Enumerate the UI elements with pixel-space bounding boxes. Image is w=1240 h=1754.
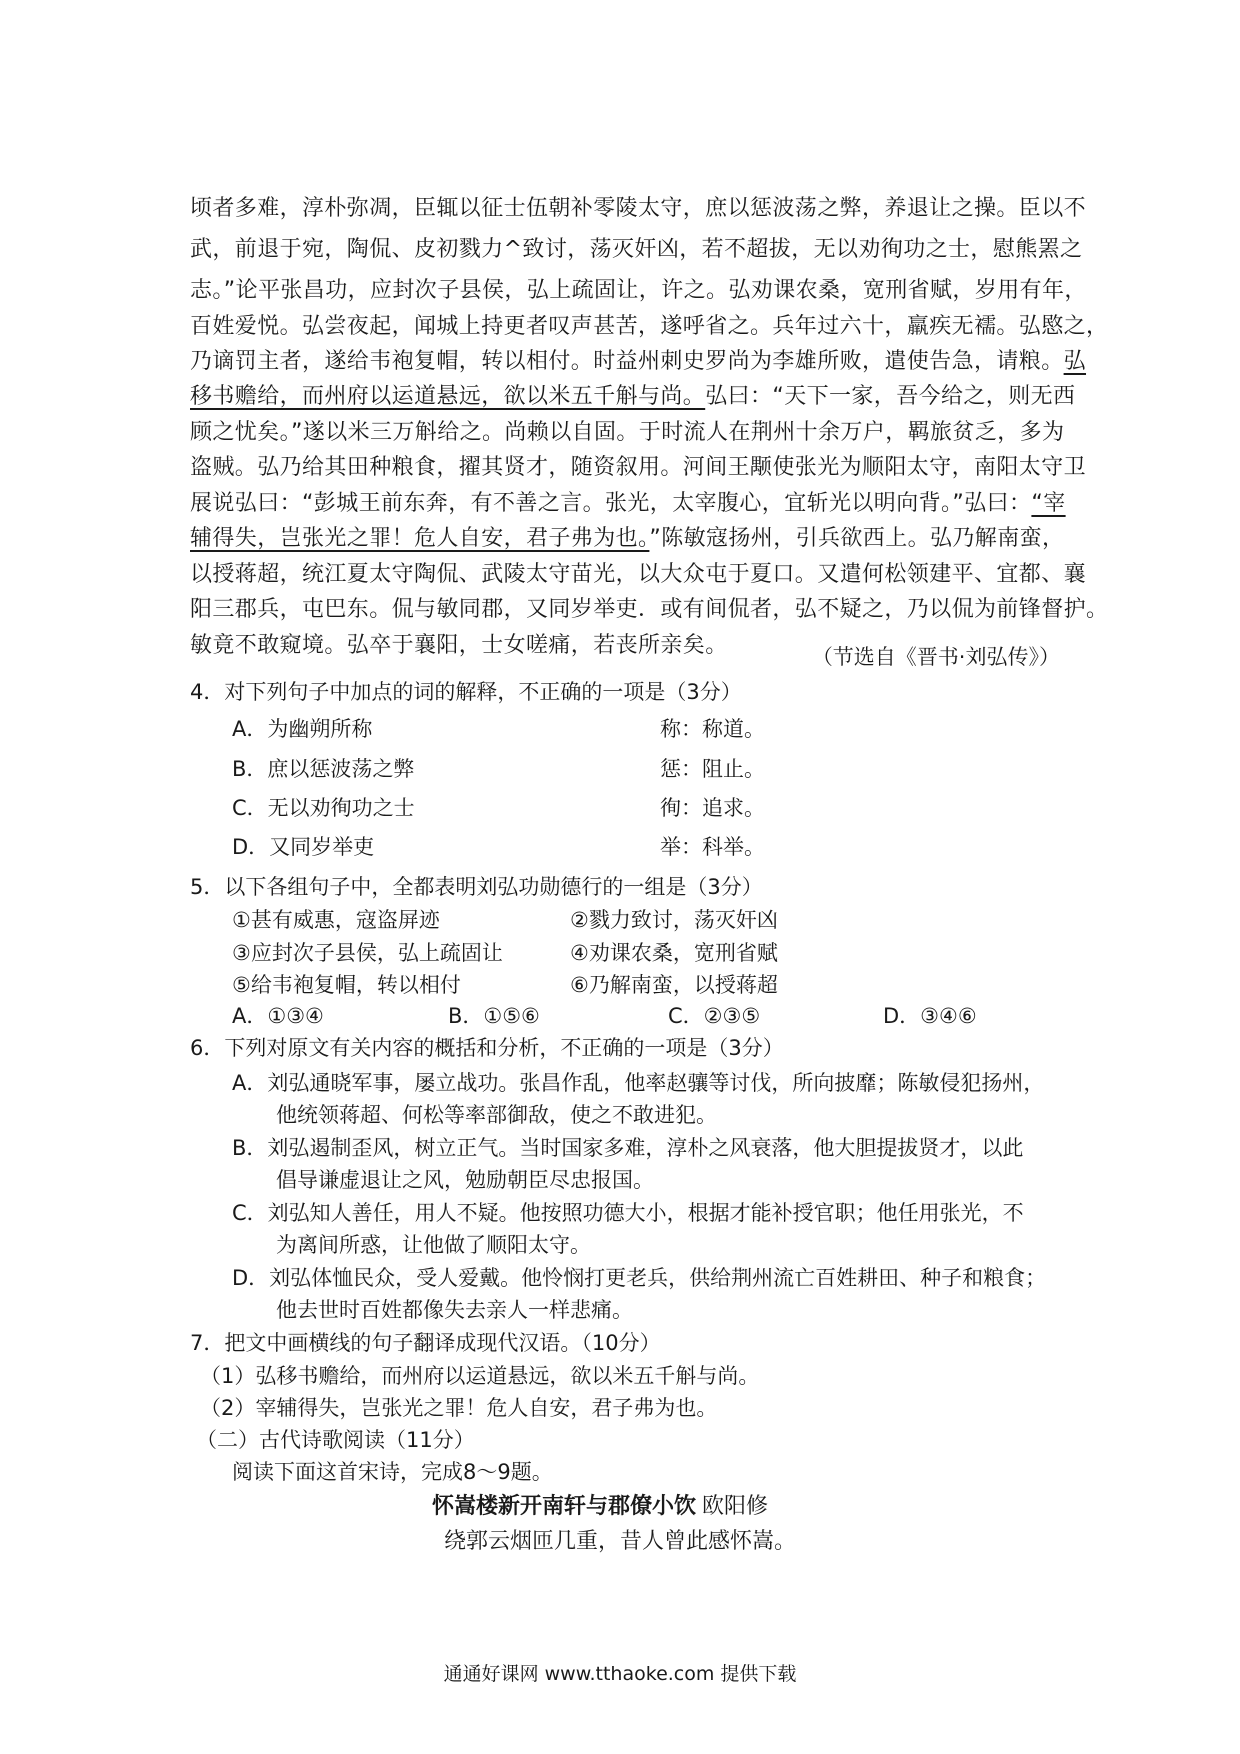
q5-answer-d: D．③④⑥	[883, 1004, 977, 1028]
underlined-sentence: 弘	[1063, 349, 1087, 374]
underlined-sentence: 移书赡给，而州府以运道悬远，欲以米五千斛与尚。	[190, 384, 706, 409]
q5-item: ①甚有威惠，寇盗屏迹	[232, 908, 440, 932]
passage-text: 展说弘曰：“彭城王前东奔，有不善之言。张光，太宰腹心，宜斩光以明向背。”弘曰：	[190, 491, 1032, 516]
q5-answer-a: A．①③④	[232, 1004, 324, 1028]
question-7-stem: 7．把文中画横线的句子翻译成现代汉语。（10分）	[190, 1331, 661, 1355]
passage-line: 阳三郡兵，屯巴东。侃与敏同郡，又同岁举吏．或有间侃者，弘不疑之，乃以侃为前锋督护。	[190, 597, 1109, 622]
q6-option-d-cont: 他去世时百姓都像失去亲人一样悲痛。	[276, 1298, 633, 1322]
q4-option-b: B．庶以惩波荡之弊	[232, 757, 415, 781]
passage-line: 顾之忧矣。”遂以米三万斛给之。尚赖以自固。于时流人在荆州十余万户，羁旅贫乏，多为	[190, 420, 1065, 445]
passage-line	[190, 524, 1070, 554]
poem-author: 欧阳修	[702, 1494, 769, 1519]
q6-option-d: D．刘弘体恤民众，受人爱戴。他怜悯打更老兵，供给荆州流亡百姓耕田、种子和粮食；	[232, 1266, 1047, 1290]
q7-item: （2）宰辅得失，岂张光之罪！危人自安，君子弗为也。	[200, 1396, 718, 1420]
q4-option-a: A．为幽朔所称	[232, 717, 373, 741]
passage-line: 顷者多难，淳朴弥凋，臣辄以征士伍朝补零陵太守，庶以惩波荡之弊，养退让之操。臣以不	[190, 196, 1087, 221]
page-footer: 通通好课网 www.tthaoke.com 提供下载	[443, 1663, 797, 1685]
passage-text: ”陈敏寇扬州，引兵欲西上。弘乃解南蛮，	[649, 526, 1065, 551]
poem-title: 怀嵩楼新开南轩与郡僚小饮	[432, 1494, 697, 1519]
q5-item: ⑤给韦袍复帽，转以相付	[232, 973, 461, 997]
poem-line: 绕郭云烟匝几重，昔人曾此感怀嵩。	[444, 1529, 797, 1554]
q5-item: ②戮力致讨，荡灭奸凶	[570, 908, 778, 932]
question-4-stem: 4．对下列句子中加点的词的解释，不正确的一项是（3分）	[190, 680, 742, 704]
q5-answer-b: B．①⑤⑥	[448, 1004, 540, 1028]
q6-option-b-cont: 倡导谦虚退让之风，勉励朝臣尽忠报国。	[276, 1168, 654, 1192]
passage-line: 以授蒋超，统江夏太守陶侃、武陵太守苗光，以大众屯于夏口。又遣何松领建平、宜都、襄	[190, 562, 1087, 587]
passage-line: 敏竟不敢窥境。弘卒于襄阳，士女嗟痛，若丧所亲矣。	[190, 633, 728, 658]
passage-line: 百姓爱悦。弘尝夜起，闻城上持更者叹声甚苦，遂呼省之。兵年过六十，羸疾无襦。弘愍之，	[190, 314, 1109, 339]
passage-line	[190, 489, 1070, 519]
passage-line: 志。”论平张昌功，应封次子县侯，弘上疏固让，许之。弘劝课农桑，宽刑省赋，岁用有年，	[190, 278, 1087, 303]
q4-option-a-gloss: 称：称道。	[660, 717, 765, 741]
question-5-stem: 5．以下各组句子中，全都表明刘弘功勋德行的一组是（3分）	[190, 875, 763, 899]
section-heading: （二）古代诗歌阅读（11分）	[196, 1428, 475, 1452]
question-6-stem: 6．下列对原文有关内容的概括和分析，不正确的一项是（3分）	[190, 1036, 784, 1060]
passage-line: 盗贼。弘乃给其田种粮食，擢其贤才，随资叙用。河间王颙使张光为顺阳太守，南阳太守卫	[190, 455, 1087, 480]
q5-answer-c: C．②③⑤	[668, 1004, 761, 1028]
q5-item: ③应封次子县侯，弘上疏固让	[232, 941, 503, 965]
q4-option-c-gloss: 徇：追求。	[660, 796, 765, 820]
q4-option-b-gloss: 惩：阻止。	[660, 757, 765, 781]
underlined-sentence: “宰	[1031, 491, 1066, 516]
q4-option-c: C．无以劝徇功之士	[232, 796, 415, 820]
q6-option-a-cont: 他统领蒋超、何松等率部御敌，使之不敢进犯。	[276, 1103, 717, 1127]
q4-option-d-gloss: 举：科举。	[660, 835, 765, 859]
passage-text: 弘曰：“天下一家，吾今给之，则无西	[705, 384, 1076, 409]
passage-text: 乃谪罚主者，遂给韦袍复帽，转以相付。时益州刺史罗尚为李雄所败，遣使告急，请粮。	[190, 349, 1064, 374]
q6-option-b: B．刘弘遏制歪风，树立正气。当时国家多难，淳朴之风衰落，他大胆提拔贤才，以此	[232, 1136, 1024, 1160]
passage-line	[190, 347, 1087, 377]
underlined-sentence: 辅得失，岂张光之罪！危人自安，君子弗为也。	[190, 526, 650, 551]
passage-source: （节选自《晋书·刘弘传》）	[811, 645, 1060, 669]
q4-option-d: D．又同岁举吏	[232, 835, 375, 859]
section-instruction: 阅读下面这首宋诗，完成8～9题。	[232, 1460, 553, 1484]
q5-item: ④劝课农桑，宽刑省赋	[570, 941, 778, 965]
passage-line: 武，前退于宛，陶侃、皮初戮力^致讨，荡灭奸凶，若不超拔，无以劝徇功之士，慰熊罴之	[190, 237, 1083, 262]
q6-option-c-cont: 为离间所惑，让他做了顺阳太守。	[276, 1233, 591, 1257]
q7-item: （1）弘移书赡给，而州府以运道悬远，欲以米五千斛与尚。	[200, 1364, 760, 1388]
q5-item: ⑥乃解南蛮，以授蒋超	[570, 973, 778, 997]
q6-option-c: C．刘弘知人善任，用人不疑。他按照功德大小，根据才能补授官职；他任用张光，不	[232, 1201, 1024, 1225]
q6-option-a: A．刘弘通晓军事，屡立战功。张昌作乱，他率赵骧等讨伐，所向披靡；陈敏侵犯扬州，	[232, 1071, 1045, 1095]
passage-line	[190, 382, 1076, 412]
